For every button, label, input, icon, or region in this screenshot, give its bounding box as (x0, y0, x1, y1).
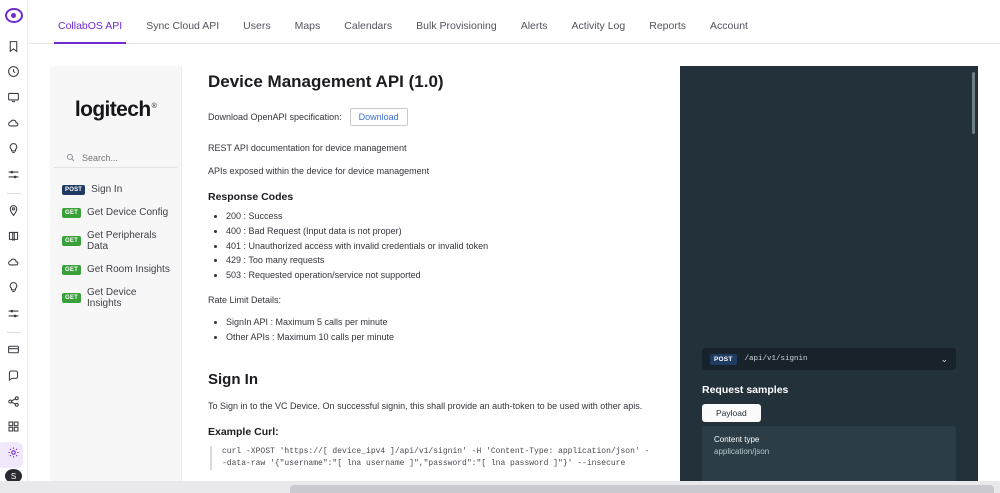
left-rail (0, 0, 28, 493)
api-sidebar (50, 66, 182, 493)
list-item: • 401 : Unauthorized access with invalid credentials or invalid token (226, 241, 654, 253)
search-icon (66, 149, 75, 167)
cloud-icon[interactable] (3, 114, 25, 132)
sliders-icon[interactable] (3, 166, 25, 184)
chat-icon[interactable] (3, 367, 25, 385)
download-button[interactable]: Download (350, 108, 408, 126)
endpoint-path: /api/v1/signin (744, 355, 808, 363)
tab-sync-cloud-api[interactable]: Sync Cloud API (146, 20, 220, 32)
page-bottom-edge (0, 481, 1000, 493)
tab-users[interactable]: Users (243, 20, 271, 32)
sidebar-item-get-device-config[interactable] (50, 201, 181, 224)
card-icon[interactable] (3, 341, 25, 359)
intro-paragraph-1: REST API documentation for device management (208, 143, 407, 153)
sidebar-item-label: Get Device Insights (87, 287, 137, 309)
sidebar-item-get-room-insights[interactable] (50, 258, 181, 281)
method-badge: POST (710, 354, 737, 365)
bulb-icon[interactable] (3, 279, 25, 297)
panel-scrollbar[interactable] (972, 72, 975, 134)
request-samples-heading: Request samples (702, 384, 789, 396)
tab-reports[interactable]: Reports (649, 20, 687, 32)
signin-description: To Sign in to the VC Device. On successful signin, this shall provide an auth-token to be used with other apis. (208, 401, 643, 412)
sidebar-item-label: Get Room Insights (87, 264, 170, 275)
monitor-icon[interactable] (3, 89, 25, 107)
example-curl-heading: Example Curl: (208, 426, 279, 439)
logitech-logo (50, 82, 181, 148)
list-item: • SignIn API : Maximum 5 calls per minute (226, 317, 654, 329)
bulb-icon[interactable] (3, 140, 25, 158)
sidebar-item-label: Get Device Config (87, 207, 169, 218)
list-item: • 429 : Too many requests (226, 255, 654, 267)
search-row[interactable] (54, 148, 177, 168)
search-input[interactable] (80, 152, 167, 164)
rate-limit-list (208, 317, 654, 343)
method-badge: GET (62, 293, 81, 303)
signin-heading: Sign In (208, 371, 258, 389)
tab-account[interactable]: Account (710, 20, 748, 32)
tab-maps[interactable]: Maps (294, 20, 321, 32)
sidebar-item-get-device-insights[interactable] (50, 281, 181, 315)
sidebar-item-sign-in[interactable] (50, 178, 181, 201)
download-label: Download OpenAPI specification: (208, 112, 342, 122)
list-item: • Other APIs : Maximum 10 calls per minute (226, 332, 654, 344)
bookmark-icon[interactable] (3, 37, 25, 55)
method-badge: GET (62, 265, 81, 275)
tab-activity-log[interactable]: Activity Log (571, 20, 626, 32)
registered-mark-icon: ® (151, 103, 157, 110)
sliders-icon[interactable] (3, 305, 25, 323)
content-type-value: application/json (714, 447, 770, 456)
rail-divider (7, 193, 21, 194)
response-codes-list (208, 211, 654, 281)
chevron-down-icon[interactable]: ⌄ (940, 353, 948, 364)
request-samples-panel (680, 66, 978, 493)
endpoint-selector[interactable] (702, 348, 956, 370)
main-area (28, 0, 1000, 493)
sidebar-item-label: Sign In (91, 184, 123, 195)
logo-dot (11, 13, 16, 18)
tab-alerts[interactable]: Alerts (520, 20, 548, 32)
response-codes-heading: Response Codes (208, 191, 294, 204)
method-badge: GET (62, 208, 81, 218)
cloud-icon[interactable] (3, 253, 25, 271)
book-icon[interactable] (3, 228, 25, 246)
content-region (28, 44, 1000, 493)
list-item: • 200 : Success (226, 211, 654, 223)
gear-icon[interactable] (3, 444, 25, 462)
method-badge: POST (62, 185, 85, 195)
clock-icon[interactable] (3, 63, 25, 81)
content-type-label: Content type (714, 435, 760, 444)
tab-payload[interactable]: Payload (702, 404, 761, 422)
tab-collabos-api[interactable]: CollabOS API (48, 20, 132, 43)
page-title: Device Management API (1.0) (208, 72, 444, 91)
curl-code-block: curl -XPOST 'https://[ device_ipv4 ]/api/v1/signin' -H 'Content-Type: application/json' --data-raw '{"username":"[ lna username ]","password":"[ lna password ]"}' --insecure (210, 446, 654, 470)
intro-paragraph-2: APIs exposed within the device for device management (208, 166, 430, 177)
rail-divider (7, 332, 21, 333)
top-nav (28, 0, 1000, 44)
share-icon[interactable] (3, 392, 25, 410)
sidebar-item-label: Get Peripherals Data (87, 230, 157, 252)
orbit-logo-icon[interactable] (5, 8, 23, 23)
sidebar-item-get-peripherals-data[interactable] (50, 224, 181, 258)
brand-name: logitech (74, 98, 151, 121)
avatar[interactable]: S (5, 469, 22, 483)
page-shadow (290, 485, 994, 493)
grid-icon[interactable] (3, 418, 25, 436)
download-spec-row (208, 108, 654, 126)
rate-limit-heading: Rate Limit Details: (208, 294, 282, 305)
pin-icon[interactable] (3, 202, 25, 220)
tab-calendars[interactable]: Calendars (344, 20, 393, 32)
api-doc-body (182, 66, 676, 493)
method-badge: GET (62, 236, 81, 246)
list-item: • 400 : Bad Request (Input data is not proper) (226, 226, 654, 238)
tab-bulk-provisioning[interactable]: Bulk Provisioning (416, 20, 497, 32)
list-item: • 503 : Requested operation/service not supported (226, 270, 654, 282)
